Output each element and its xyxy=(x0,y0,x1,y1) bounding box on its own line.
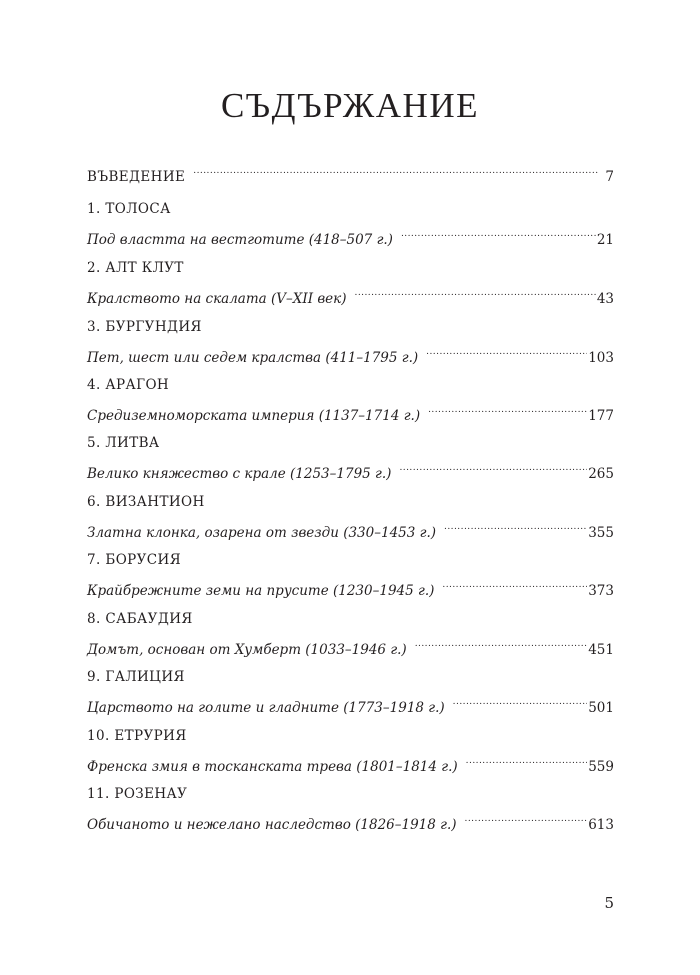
dot-leader xyxy=(444,514,587,537)
chapter-subtitle: Царството на голите и гладните (1773–1918 г.) xyxy=(87,700,445,716)
chapter-heading: 7. БОРУСИЯ xyxy=(87,552,182,568)
chapter-heading: 6. ВИЗАНТИОН xyxy=(87,494,205,510)
toc-chapter-8[interactable] xyxy=(87,608,614,658)
dot-leader xyxy=(426,339,587,362)
toc-chapter-7[interactable] xyxy=(87,549,614,599)
chapter-page-number: 265 xyxy=(588,466,614,482)
chapter-page-number: 177 xyxy=(588,408,614,424)
toc-entry-introduction[interactable] xyxy=(87,158,614,185)
toc-chapter-1[interactable] xyxy=(87,198,614,248)
chapter-heading: 11. РОЗЕНАУ xyxy=(87,786,188,802)
dot-leader xyxy=(453,689,588,712)
chapter-page-number: 103 xyxy=(588,350,614,366)
chapter-subtitle: Френска змия в тосканската трева (1801–1814 г.) xyxy=(87,759,458,775)
chapter-subtitle: Домът, основан от Хумберт (1033–1946 г.) xyxy=(87,642,407,658)
toc-chapter-4[interactable] xyxy=(87,374,614,424)
toc-chapter-3[interactable] xyxy=(87,316,614,366)
toc-intro-label: ВЪВЕДЕНИЕ xyxy=(87,169,186,185)
chapter-heading: 4. АРАГОН xyxy=(87,377,170,393)
chapter-page-number: 43 xyxy=(596,291,614,307)
chapter-page-number: 613 xyxy=(588,817,614,833)
chapter-subtitle: Велико княжество с крале (1253–1795 г.) xyxy=(87,466,392,482)
dot-leader xyxy=(466,748,588,771)
chapter-subtitle: Крайбрежните земи на прусите (1230–1945 г.) xyxy=(87,583,435,599)
toc-chapter-9[interactable] xyxy=(87,666,614,716)
toc-chapter-6[interactable] xyxy=(87,491,614,541)
chapter-subtitle: Под властта на вестготите (418–507 г.) xyxy=(87,232,393,248)
toc-chapter-5[interactable] xyxy=(87,432,614,482)
chapter-subtitle: Обичаното и нежелано наследство (1826–1918 г.) xyxy=(87,817,457,833)
toc-intro-page: 7 xyxy=(605,169,614,185)
dot-leader xyxy=(401,221,596,244)
toc-chapter-2[interactable] xyxy=(87,257,614,307)
chapter-heading: 2. АЛТ КЛУТ xyxy=(87,260,184,276)
chapter-heading: 10. ЕТРУРИЯ xyxy=(87,728,187,744)
page-title: СЪДЪРЖАНИЕ xyxy=(221,86,479,125)
chapter-heading: 8. САБАУДИЯ xyxy=(87,611,193,627)
chapter-page-number: 559 xyxy=(588,759,614,775)
chapter-page-number: 21 xyxy=(596,232,614,248)
dot-leader xyxy=(428,397,587,420)
chapter-subtitle: Пет, шест или седем кралства (411–1795 г.) xyxy=(87,350,419,366)
dot-leader xyxy=(399,455,587,478)
toc-chapter-11[interactable] xyxy=(87,783,614,833)
chapter-subtitle: Кралството на скалата (V–XII век) xyxy=(87,291,347,307)
chapter-heading: 3. БУРГУНДИЯ xyxy=(87,319,202,335)
chapter-heading: 9. ГАЛИЦИЯ xyxy=(87,669,185,685)
dot-leader xyxy=(355,280,596,303)
chapter-heading: 1. ТОЛОСА xyxy=(87,201,171,217)
toc-chapter-10[interactable] xyxy=(87,725,614,775)
chapter-subtitle: Средиземноморската империя (1137–1714 г.) xyxy=(87,408,421,424)
chapter-subtitle: Златна клонка, озарена от звезди (330–1453 г.) xyxy=(87,525,437,541)
chapter-page-number: 501 xyxy=(588,700,614,716)
dot-leader xyxy=(193,158,604,181)
chapter-page-number: 355 xyxy=(588,525,614,541)
chapter-page-number: 451 xyxy=(588,642,614,658)
chapter-heading: 5. ЛИТВА xyxy=(87,435,160,451)
page-folio-number: 5 xyxy=(604,894,614,912)
dot-leader xyxy=(465,806,588,829)
dot-leader xyxy=(415,631,588,654)
dot-leader xyxy=(442,572,587,595)
chapter-page-number: 373 xyxy=(588,583,614,599)
